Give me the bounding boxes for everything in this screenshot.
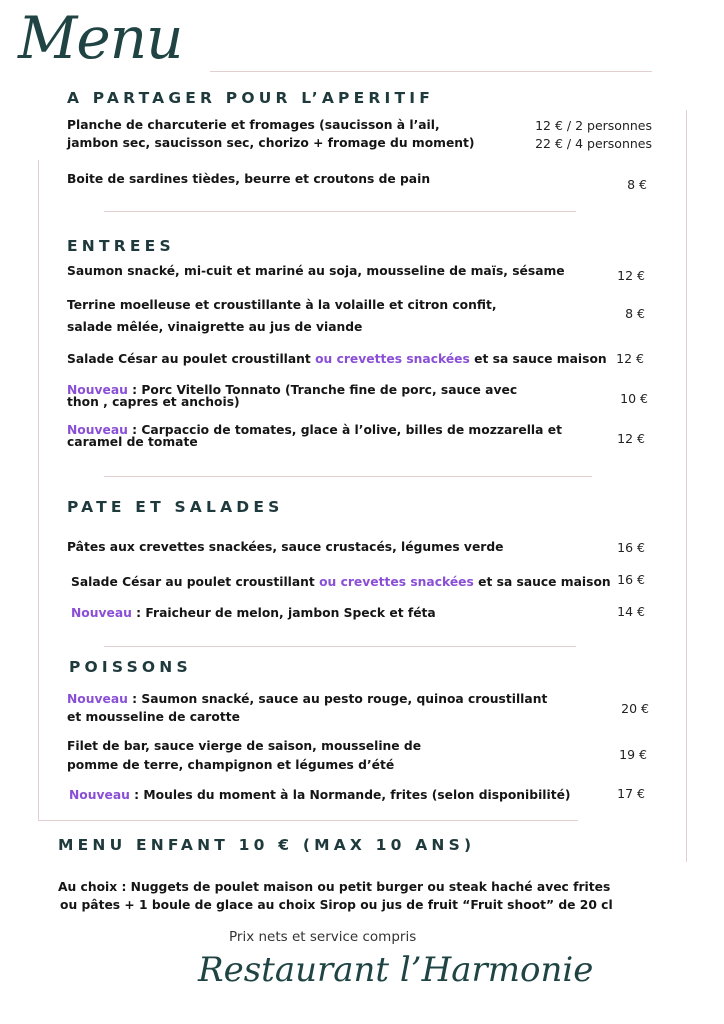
section-title-aperitif: A PARTAGER POUR L’APERITIF [67, 89, 435, 107]
item-text: Salade César au poulet croustillant [71, 575, 320, 589]
menu-item [67, 384, 517, 408]
divider [38, 820, 578, 821]
item-price: 16 € [617, 540, 645, 555]
item-price: 12 € [617, 431, 645, 446]
item-line: : Carpaccio de tomates, glace à l’olive, billes de mozzarella et [127, 423, 562, 437]
item-line: Terrine moelleuse et croustillante à la volaille et citron confit, [67, 298, 497, 312]
item-line: caramel de tomate [67, 435, 198, 449]
item-price: 22 € / 4 personnes [535, 136, 652, 151]
menu-item [71, 605, 436, 623]
item-line: : Porc Vitello Tonnato (Tranche fine de porc, sauce avec [127, 383, 518, 397]
new-label: Nouveau [67, 423, 128, 437]
section-title-poissons: POISSONS [69, 658, 192, 676]
item-price: 14 € [617, 604, 645, 619]
item-price: 20 € [621, 701, 649, 716]
item-text: Salade César au poulet croustillant [67, 352, 316, 366]
item-line: salade mêlée, vinaigrette au jus de viande [67, 320, 363, 334]
menu-item [69, 787, 571, 805]
menu-item: Saumon snacké, mi-cuit et mariné au soja, mousseline de maïs, sésame [67, 264, 565, 278]
right-border [686, 110, 687, 862]
item-text: et sa sauce maison [473, 575, 611, 589]
section-title-enfant: MENU ENFANT 10 € (MAX 10 ANS) [58, 836, 476, 854]
menu-item [67, 691, 547, 727]
menu-item [67, 294, 497, 338]
item-line: Au choix : Nuggets de poulet maison ou petit burger ou steak haché avec frites [58, 880, 611, 894]
item-price: 10 € [620, 391, 648, 406]
item-line: pomme de terre, champignon et légumes d’été [67, 758, 395, 772]
item-line: : Saumon snacké, sauce au pesto rouge, quinoa croustillant [127, 692, 548, 706]
divider [104, 476, 592, 477]
item-price: 19 € [619, 747, 647, 762]
new-label: Nouveau [67, 692, 128, 706]
new-label: Nouveau [69, 788, 130, 802]
section-title-pates: PATE ET SALADES [67, 498, 284, 516]
item-text: : Moules du moment à la Normande, frites (selon disponibilité) [129, 788, 571, 802]
item-highlight: ou crevettes snackées [315, 352, 470, 366]
menu-item [67, 351, 607, 369]
menu-item [67, 737, 421, 775]
item-price: 8 € [625, 306, 645, 321]
item-price: 12 € [616, 351, 644, 366]
menu-item [71, 574, 611, 592]
divider [104, 211, 576, 212]
item-price: 17 € [617, 786, 645, 801]
divider [104, 646, 576, 647]
new-label: Nouveau [71, 606, 132, 620]
menu-item [58, 878, 613, 914]
item-line: et mousseline de carotte [67, 709, 240, 724]
divider [210, 71, 652, 72]
item-text: : Fraicheur de melon, jambon Speck et féta [131, 606, 436, 620]
section-title-entrees: ENTREES [67, 237, 175, 255]
item-line: thon , capres et anchois) [67, 395, 240, 409]
item-price: 12 € [617, 268, 645, 283]
item-price: 16 € [617, 572, 645, 587]
item-highlight: ou crevettes snackées [319, 575, 474, 589]
item-text: et sa sauce maison [469, 352, 607, 366]
item-line: Filet de bar, sauce vierge de saison, mousseline de [67, 739, 422, 753]
item-line: Planche de charcuterie et fromages (saucisson à l’ail, [67, 118, 440, 132]
item-line: jambon sec, saucisson sec, chorizo + fromage du moment) [67, 135, 475, 150]
menu-title: Menu [18, 4, 183, 72]
new-label: Nouveau [67, 383, 128, 397]
menu-item: Pâtes aux crevettes snackées, sauce crustacés, légumes verde [67, 540, 504, 554]
restaurant-signature: Restaurant l’Harmonie [198, 950, 594, 990]
item-line: ou pâtes + 1 boule de glace au choix Sirop ou jus de fruit “Fruit shoot” de 20 cl [60, 898, 613, 912]
left-border [38, 160, 39, 820]
menu-item [67, 117, 475, 153]
item-price: 8 € [627, 177, 647, 192]
menu-item [67, 424, 562, 448]
price-note: Prix nets et service compris [229, 929, 417, 945]
item-price: 12 € / 2 personnes [535, 118, 652, 133]
menu-item: Boite de sardines tièdes, beurre et croutons de pain [67, 172, 431, 186]
